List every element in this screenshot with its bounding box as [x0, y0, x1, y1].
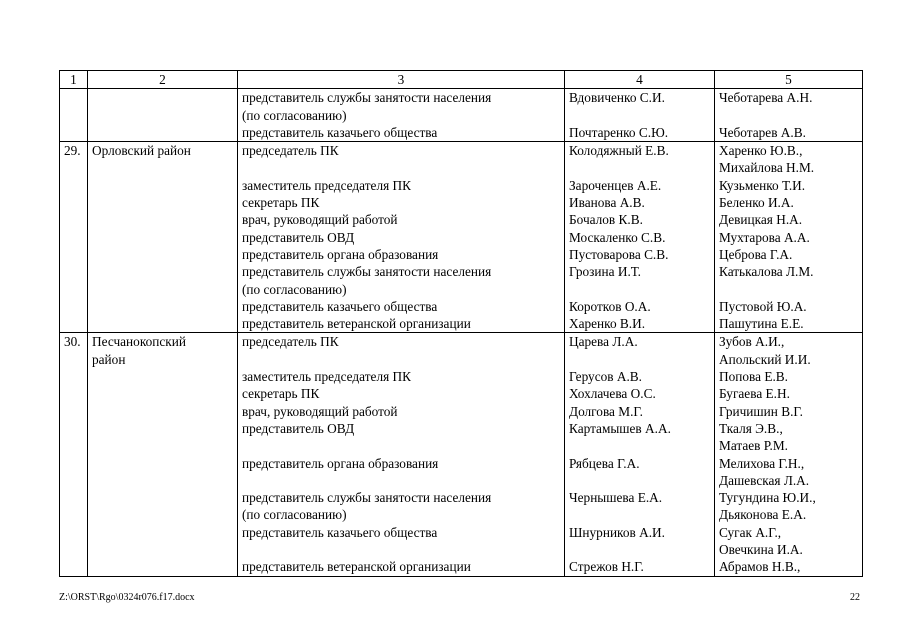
deputy-line: Мелихова Г.Н., — [719, 455, 805, 471]
role-cell — [238, 89, 565, 142]
deputy-line: Беленко И.А. — [719, 195, 794, 211]
role-line: представитель службы занятости населения — [242, 264, 492, 280]
member-line: Царева Л.А. — [569, 334, 638, 350]
district-line: Песчанокопский — [92, 334, 186, 350]
deputy-line: Пустовой Ю.А. — [719, 298, 807, 314]
role-line — [242, 437, 560, 454]
header-cell-3: 3 — [238, 71, 565, 89]
deputy-line: Кузьменко Т.И. — [719, 177, 806, 193]
role-line — [242, 472, 560, 489]
role-line: (по согласованию) — [242, 281, 347, 297]
member-line: Чернышева Е.А. — [569, 490, 663, 506]
role-line: представитель службы занятости населения — [242, 90, 492, 106]
footer-page-number: 22 — [850, 592, 860, 603]
deputy-line: Сугак А.Г., — [719, 524, 782, 540]
member-line: Шнурников А.И. — [569, 524, 665, 540]
member-line — [569, 506, 710, 523]
deputy-line: Матаев Р.М. — [719, 438, 788, 454]
role-line: представитель ОВД — [242, 420, 355, 436]
district-cell — [88, 89, 238, 142]
header-row — [60, 71, 863, 89]
member-line: Зароченцев А.Е. — [569, 177, 662, 193]
row-number-cell — [60, 89, 88, 142]
role-line: представитель казачьего общества — [242, 298, 438, 314]
role-line: представитель ОВД — [242, 229, 355, 245]
deputy-line: Харенко Ю.В., — [719, 143, 803, 159]
member-line: Герусов А.В. — [569, 369, 642, 385]
member-line — [569, 437, 710, 454]
member-cell — [565, 89, 715, 142]
deputy-line — [719, 281, 858, 298]
role-line: врач, руководящий работой — [242, 403, 398, 419]
deputy-line: Девицкая Н.А. — [719, 212, 803, 228]
member-line — [569, 281, 710, 298]
role-line: представитель службы занятости населения — [242, 490, 492, 506]
member-line — [569, 159, 710, 176]
deputy-line: Попова Е.В. — [719, 369, 788, 385]
deputy-line: Мухтарова А.А. — [719, 229, 810, 245]
member-cell — [565, 142, 715, 333]
role-line: представитель казачьего общества — [242, 524, 438, 540]
role-line: представитель органа образования — [242, 455, 439, 471]
deputy-line: Апольский И.И. — [719, 351, 811, 367]
member-line — [569, 541, 710, 558]
district-line: район — [92, 351, 126, 367]
table-body — [60, 71, 863, 577]
role-line — [242, 541, 560, 558]
header-cell-1: 1 — [60, 71, 88, 89]
member-line: Картамышев А.А. — [569, 420, 671, 436]
member-line: Хохлачева О.С. — [569, 386, 656, 402]
role-cell — [238, 142, 565, 333]
deputy-line: Ткаля Э.В., — [719, 420, 783, 436]
deputy-line: Абрамов Н.В., — [719, 559, 801, 575]
deputy-line: Гричишин В.Г. — [719, 403, 803, 419]
member-line: Грозина И.Т. — [569, 264, 641, 280]
deputy-cell — [715, 142, 863, 333]
member-cell — [565, 333, 715, 576]
role-line: председатель ПК — [242, 143, 339, 159]
member-line: Бочалов К.В. — [569, 212, 643, 228]
member-line: Рябцева Г.А. — [569, 455, 640, 471]
role-line: врач, руководящий работой — [242, 212, 398, 228]
role-line: (по согласованию) — [242, 507, 347, 523]
member-line: Вдовиченко С.И. — [569, 90, 665, 106]
role-line — [242, 159, 560, 176]
table-row — [60, 333, 863, 576]
deputy-line: Тугундина Ю.И., — [719, 490, 816, 506]
deputy-cell — [715, 89, 863, 142]
member-line: Харенко В.И. — [569, 316, 646, 332]
role-line: заместитель председателя ПК — [242, 369, 411, 385]
commission-table — [59, 70, 863, 577]
deputy-line: Чеботарева А.Н. — [719, 90, 813, 106]
deputy-line: Дьяконова Е.А. — [719, 507, 807, 523]
deputy-line — [719, 107, 858, 124]
role-line: секретарь ПК — [242, 195, 320, 211]
table-row — [60, 89, 863, 142]
header-cell-2: 2 — [88, 71, 238, 89]
member-line: Коротков О.А. — [569, 298, 651, 314]
deputy-line: Дашевская Л.А. — [719, 472, 810, 488]
district-line: Орловский район — [92, 143, 191, 159]
deputy-line: Катькалова Л.М. — [719, 264, 814, 280]
member-line — [569, 351, 710, 368]
member-line — [569, 472, 710, 489]
role-line: председатель ПК — [242, 334, 339, 350]
member-line — [569, 107, 710, 124]
role-line — [242, 351, 560, 368]
role-line: представитель органа образования — [242, 246, 439, 262]
member-line: Иванова А.В. — [569, 195, 645, 211]
row-number-cell: 29. — [60, 142, 88, 333]
member-line: Долгова М.Г. — [569, 403, 643, 419]
footer-file-path: Z:\ORST\Rgo\0324r076.f17.docx — [59, 592, 195, 603]
role-line: представитель ветеранской организации — [242, 316, 471, 332]
deputy-line: Чеботарев А.В. — [719, 124, 806, 140]
role-cell — [238, 333, 565, 576]
role-line: представитель ветеранской организации — [242, 559, 471, 575]
table-row — [60, 142, 863, 333]
deputy-line: Пашутина Е.Е. — [719, 316, 804, 332]
deputy-line: Цеброва Г.А. — [719, 246, 793, 262]
member-line: Стрежов Н.Г. — [569, 559, 644, 575]
header-cell-4: 4 — [565, 71, 715, 89]
member-line: Москаленко С.В. — [569, 229, 666, 245]
role-line: секретарь ПК — [242, 386, 320, 402]
deputy-line: Зубов А.И., — [719, 334, 785, 350]
member-line: Пустоварова С.В. — [569, 246, 669, 262]
deputy-cell — [715, 333, 863, 576]
role-line: (по согласованию) — [242, 107, 347, 123]
role-line: представитель казачьего общества — [242, 124, 438, 140]
row-number-cell: 30. — [60, 333, 88, 576]
district-cell — [88, 142, 238, 333]
member-line: Почтаренко С.Ю. — [569, 124, 669, 140]
district-cell — [88, 333, 238, 576]
header-cell-5: 5 — [715, 71, 863, 89]
deputy-line: Бугаева Е.Н. — [719, 386, 790, 402]
deputy-line: Михайлова Н.М. — [719, 160, 815, 176]
deputy-line: Овечкина И.А. — [719, 542, 803, 558]
role-line: заместитель председателя ПК — [242, 177, 411, 193]
member-line: Колодяжный Е.В. — [569, 143, 669, 159]
